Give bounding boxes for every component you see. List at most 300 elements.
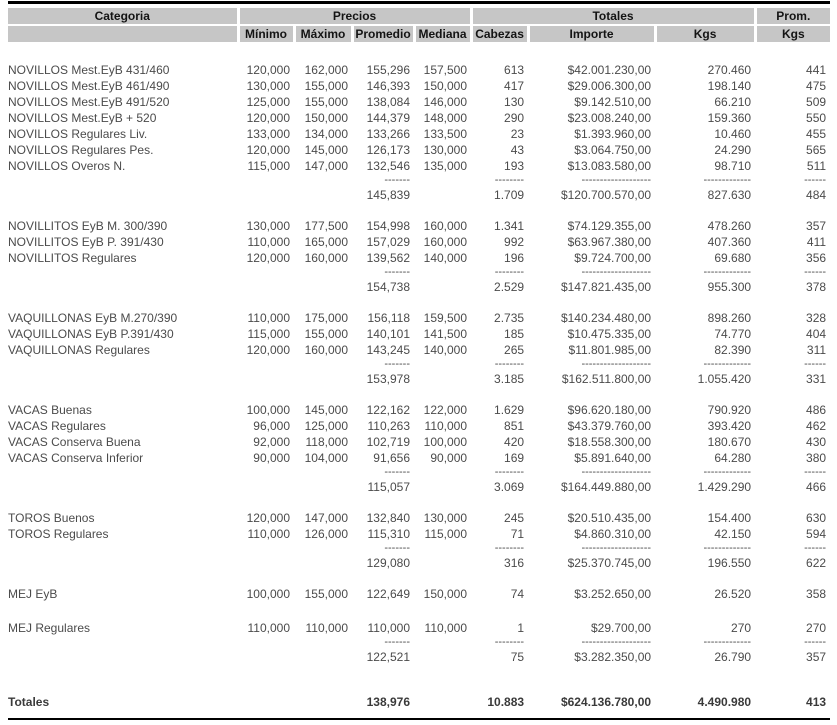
subtotal-promedio: 129,080 bbox=[366, 556, 410, 570]
cell-kgs: 82.390 bbox=[714, 343, 752, 357]
empty-cell bbox=[294, 542, 352, 555]
table-row bbox=[8, 158, 830, 174]
dash-prom_kgs: ------ bbox=[804, 636, 827, 648]
cell-minimo: 100,000 bbox=[246, 587, 290, 601]
cell-prom_kgs: 455 bbox=[806, 127, 827, 141]
empty-cell bbox=[414, 542, 471, 555]
gap-cell bbox=[8, 571, 830, 586]
cell-kgs: 66.210 bbox=[714, 95, 752, 109]
cell-prom_kgs: 357 bbox=[806, 219, 827, 233]
cell-promedio: 115,310 bbox=[367, 527, 410, 541]
empty-cell bbox=[238, 479, 294, 495]
cell-minimo: 130,000 bbox=[246, 219, 290, 233]
cell-promedio: 140,101 bbox=[366, 327, 410, 341]
cell-maximo: 160,000 bbox=[304, 343, 348, 357]
cell-mediana: 159,500 bbox=[423, 311, 468, 325]
empty-cell bbox=[414, 174, 471, 187]
empty-cell bbox=[414, 466, 471, 479]
cell-prom_kgs: 550 bbox=[806, 111, 827, 125]
cell-importe: $23.008.240,00 bbox=[567, 111, 652, 125]
cell-importe: $13.083.580,00 bbox=[567, 159, 652, 173]
empty-cell bbox=[8, 187, 238, 203]
cell-prom_kgs: 404 bbox=[806, 327, 827, 341]
cell-prom_kgs: 311 bbox=[806, 343, 827, 357]
cell-promedio: 143,245 bbox=[366, 343, 410, 357]
cell-promedio: 122,649 bbox=[366, 587, 410, 601]
subtotal-prom_kgs: 331 bbox=[806, 372, 827, 386]
cell-kgs: 10.460 bbox=[714, 127, 752, 141]
cell-mediana: 160,000 bbox=[423, 219, 468, 233]
cell-maximo: 145,000 bbox=[304, 403, 348, 417]
cell-promedio: 139,562 bbox=[366, 251, 410, 265]
cell-cabezas: 193 bbox=[504, 159, 525, 173]
empty-cell bbox=[414, 279, 471, 295]
cell-kgs: 154.400 bbox=[707, 511, 752, 525]
empty-cell bbox=[414, 187, 471, 203]
subtotal-promedio: 122,521 bbox=[366, 650, 410, 664]
dash-row bbox=[8, 542, 830, 555]
subtotal-kgs: 1.429.290 bbox=[697, 480, 752, 494]
cell-prom_kgs: 486 bbox=[806, 403, 827, 417]
cell-importe: $3.064.750,00 bbox=[574, 143, 652, 157]
empty-cell bbox=[294, 266, 352, 279]
table-row bbox=[8, 620, 830, 636]
cell-cabezas: 1.341 bbox=[494, 219, 525, 233]
cell-minimo: 115,000 bbox=[247, 327, 290, 341]
dash-importe: ------------------- bbox=[581, 636, 652, 648]
cell-mediana: 130,000 bbox=[423, 511, 468, 525]
subtotal-kgs: 827.630 bbox=[707, 188, 752, 202]
empty-cell bbox=[294, 358, 352, 371]
group-gap bbox=[8, 295, 830, 310]
empty-cell bbox=[238, 174, 294, 187]
cell-categoria: VACAS Conserva Buena bbox=[8, 435, 141, 449]
bottom-rule bbox=[8, 718, 830, 720]
cell-maximo: 125,000 bbox=[304, 419, 348, 433]
dash-kgs: ------------- bbox=[703, 466, 752, 478]
subtotal-prom_kgs: 357 bbox=[806, 650, 827, 664]
empty-cell bbox=[414, 358, 471, 371]
cell-prom_kgs: 270 bbox=[806, 621, 827, 635]
cell-promedio: 122,162 bbox=[366, 403, 410, 417]
header-minimo: Mínimo bbox=[238, 25, 294, 42]
cell-importe: $3.252.650,00 bbox=[574, 587, 652, 601]
empty-cell bbox=[238, 358, 294, 371]
cell-minimo: 110,000 bbox=[247, 311, 290, 325]
cell-maximo: 104,000 bbox=[304, 451, 348, 465]
cell-cabezas: 290 bbox=[504, 111, 525, 125]
empty-cell bbox=[238, 266, 294, 279]
header-group-totales: Totales bbox=[471, 8, 755, 25]
cell-minimo: 115,000 bbox=[247, 159, 290, 173]
table-row bbox=[8, 450, 830, 466]
header-mediana: Mediana bbox=[414, 25, 471, 42]
empty-cell bbox=[414, 649, 471, 665]
dash-kgs: ------------- bbox=[703, 636, 752, 648]
cell-cabezas: 1.629 bbox=[494, 403, 525, 417]
table-row bbox=[8, 250, 830, 266]
cell-maximo: 155,000 bbox=[304, 79, 348, 93]
dash-importe: ------------------- bbox=[581, 266, 652, 278]
cell-categoria: TOROS Regulares bbox=[8, 527, 109, 541]
cell-kgs: 180.670 bbox=[707, 435, 752, 449]
header-sub-row bbox=[8, 25, 830, 42]
cell-kgs: 69.680 bbox=[714, 251, 752, 265]
subtotal-row bbox=[8, 479, 830, 495]
dash-importe: ------------------- bbox=[581, 466, 652, 478]
cell-categoria: NOVILLITOS Regulares bbox=[8, 251, 137, 265]
empty-cell bbox=[294, 636, 352, 649]
table-row bbox=[8, 342, 830, 358]
cell-kgs: 42.150 bbox=[714, 527, 752, 541]
empty-cell bbox=[238, 555, 294, 571]
dash-cabezas: -------- bbox=[494, 266, 525, 278]
cell-importe: $74.129.355,00 bbox=[567, 219, 652, 233]
cell-minimo: 110,000 bbox=[247, 621, 290, 635]
cell-importe: $9.724.700,00 bbox=[574, 251, 652, 265]
cell-maximo: 147,000 bbox=[304, 511, 348, 525]
subtotal-promedio: 145,839 bbox=[366, 188, 410, 202]
cell-cabezas: 74 bbox=[510, 587, 525, 601]
cell-kgs: 26.520 bbox=[714, 587, 752, 601]
cell-kgs: 159.360 bbox=[707, 111, 752, 125]
table-row bbox=[8, 110, 830, 126]
cell-minimo: 96,000 bbox=[253, 419, 290, 433]
dash-row bbox=[8, 636, 830, 649]
dash-importe: ------------------- bbox=[581, 542, 652, 554]
table-row bbox=[8, 94, 830, 110]
cell-importe: $29.700,00 bbox=[590, 621, 652, 635]
cell-importe: $9.142.510,00 bbox=[574, 95, 652, 109]
subtotal-prom_kgs: 378 bbox=[806, 280, 827, 294]
table-header bbox=[8, 8, 830, 42]
cell-prom_kgs: 511 bbox=[806, 159, 827, 173]
cell-categoria: NOVILLOS Mest.EyB 431/460 bbox=[8, 63, 170, 77]
grand-total-row bbox=[8, 694, 830, 710]
cell-minimo: 120,000 bbox=[246, 251, 290, 265]
cell-prom_kgs: 509 bbox=[806, 95, 827, 109]
cell-mediana: 100,000 bbox=[423, 435, 468, 449]
subtotal-prom_kgs: 484 bbox=[806, 188, 827, 202]
cell-promedio: 138,084 bbox=[366, 95, 410, 109]
cell-cabezas: 417 bbox=[504, 79, 525, 93]
table-row bbox=[8, 62, 830, 78]
header-group-row bbox=[8, 8, 830, 25]
cell-mediana: 146,000 bbox=[423, 95, 468, 109]
cell-kgs: 898.260 bbox=[707, 311, 752, 325]
cell-categoria: VAQUILLONAS EyB M.270/390 bbox=[8, 311, 178, 325]
dash-promedio: ------- bbox=[384, 174, 410, 186]
subtotal-cabezas: 3.185 bbox=[494, 372, 525, 386]
empty-cell bbox=[238, 371, 294, 387]
cell-minimo: 92,000 bbox=[253, 435, 290, 449]
cell-cabezas: 169 bbox=[504, 451, 525, 465]
table-row bbox=[8, 78, 830, 94]
subtotal-importe: $120.700.570,00 bbox=[560, 188, 652, 202]
subtotal-promedio: 153,978 bbox=[366, 372, 410, 386]
subtotal-row bbox=[8, 187, 830, 203]
dash-cabezas: -------- bbox=[494, 542, 525, 554]
cell-minimo: 110,000 bbox=[247, 235, 290, 249]
group-gap bbox=[8, 571, 830, 586]
grand-total-promedio: 138,976 bbox=[366, 695, 410, 709]
empty-cell bbox=[414, 694, 471, 710]
cell-categoria: VACAS Conserva Inferior bbox=[8, 451, 144, 465]
cell-categoria: VAQUILLONAS Regulares bbox=[8, 343, 150, 357]
cell-minimo: 120,000 bbox=[246, 511, 290, 525]
empty-cell bbox=[8, 555, 238, 571]
cell-importe: $29.006.300,00 bbox=[567, 79, 652, 93]
cell-kgs: 64.280 bbox=[714, 451, 752, 465]
cell-importe: $42.001.230,00 bbox=[567, 63, 652, 77]
cell-minimo: 120,000 bbox=[246, 111, 290, 125]
table-row bbox=[8, 418, 830, 434]
cell-mediana: 115,000 bbox=[424, 527, 468, 541]
cell-mediana: 141,500 bbox=[423, 327, 468, 341]
header-categoria-empty bbox=[8, 25, 238, 42]
cell-cabezas: 851 bbox=[504, 419, 525, 433]
cell-kgs: 98.710 bbox=[714, 159, 752, 173]
cell-kgs: 407.360 bbox=[707, 235, 752, 249]
dash-promedio: ------- bbox=[384, 542, 410, 554]
dash-kgs: ------------- bbox=[703, 174, 752, 186]
subtotal-importe: $162.511.800,00 bbox=[561, 372, 652, 386]
dash-row bbox=[8, 358, 830, 371]
subtotal-importe: $25.370.745,00 bbox=[567, 556, 652, 570]
cell-mediana: 135,000 bbox=[423, 159, 468, 173]
cell-maximo: 165,000 bbox=[304, 235, 348, 249]
dash-cabezas: -------- bbox=[494, 174, 525, 186]
dash-promedio: ------- bbox=[384, 466, 410, 478]
dash-promedio: ------- bbox=[384, 266, 410, 278]
cell-importe: $140.234.480,00 bbox=[560, 311, 652, 325]
cell-cabezas: 196 bbox=[504, 251, 525, 265]
cell-importe: $20.510.435,00 bbox=[567, 511, 652, 525]
cell-prom_kgs: 358 bbox=[806, 587, 827, 601]
table-row bbox=[8, 402, 830, 418]
cell-minimo: 125,000 bbox=[246, 95, 290, 109]
dash-prom_kgs: ------ bbox=[804, 266, 827, 278]
cell-promedio: 155,296 bbox=[366, 63, 410, 77]
cell-promedio: 110,000 bbox=[367, 621, 410, 635]
cell-maximo: 177,500 bbox=[304, 219, 348, 233]
cell-categoria: VACAS Regulares bbox=[8, 419, 106, 433]
empty-cell bbox=[238, 542, 294, 555]
empty-cell bbox=[8, 266, 238, 279]
dash-cabezas: -------- bbox=[494, 358, 525, 370]
cell-cabezas: 613 bbox=[504, 63, 525, 77]
empty-cell bbox=[8, 636, 238, 649]
subtotal-row bbox=[8, 555, 830, 571]
cell-promedio: 132,840 bbox=[366, 511, 410, 525]
cell-prom_kgs: 475 bbox=[806, 79, 827, 93]
subtotal-row bbox=[8, 371, 830, 387]
grand-total-prom_kgs: 413 bbox=[806, 695, 827, 709]
cell-maximo: 175,000 bbox=[304, 311, 348, 325]
cell-categoria: NOVILLOS Regulares Liv. bbox=[8, 127, 148, 141]
cell-mediana: 150,000 bbox=[423, 587, 468, 601]
cell-promedio: 156,118 bbox=[367, 311, 410, 325]
dash-kgs: ------------- bbox=[703, 358, 752, 370]
header-categoria: Categoria bbox=[8, 8, 238, 25]
table-row bbox=[8, 586, 830, 602]
subtotal-importe: $147.821.435,00 bbox=[560, 280, 652, 294]
empty-cell bbox=[238, 694, 294, 710]
group-gap bbox=[8, 203, 830, 218]
cell-minimo: 120,000 bbox=[246, 143, 290, 157]
header-cabezas: Cabezas bbox=[471, 25, 528, 42]
cell-prom_kgs: 356 bbox=[806, 251, 827, 265]
cell-maximo: 150,000 bbox=[304, 111, 348, 125]
dash-prom_kgs: ------ bbox=[804, 542, 827, 554]
empty-cell bbox=[238, 649, 294, 665]
livestock-price-table bbox=[8, 8, 830, 710]
empty-cell bbox=[294, 279, 352, 295]
table-row bbox=[8, 142, 830, 158]
empty-cell bbox=[8, 174, 238, 187]
cell-maximo: 118,000 bbox=[305, 435, 348, 449]
empty-cell bbox=[294, 694, 352, 710]
cell-maximo: 126,000 bbox=[304, 527, 348, 541]
cell-promedio: 102,719 bbox=[366, 435, 410, 449]
table-top-gap bbox=[8, 42, 830, 62]
cell-cabezas: 992 bbox=[504, 235, 525, 249]
cell-cabezas: 23 bbox=[510, 127, 525, 141]
gap-cell bbox=[8, 665, 830, 680]
cell-promedio: 133,266 bbox=[366, 127, 410, 141]
cell-categoria: MEJ Regulares bbox=[8, 621, 91, 635]
cell-cabezas: 1 bbox=[517, 621, 525, 635]
subtotal-row bbox=[8, 279, 830, 295]
subtotal-kgs: 196.550 bbox=[707, 556, 752, 570]
grand-total-gap bbox=[8, 680, 830, 694]
empty-cell bbox=[294, 371, 352, 387]
empty-cell bbox=[8, 358, 238, 371]
table-row bbox=[8, 218, 830, 234]
cell-importe: $1.393.960,00 bbox=[574, 127, 652, 141]
empty-cell bbox=[238, 466, 294, 479]
cell-mediana: 133,500 bbox=[423, 127, 468, 141]
dash-prom_kgs: ------ bbox=[804, 466, 827, 478]
cell-mediana: 150,000 bbox=[423, 79, 468, 93]
empty-cell bbox=[414, 371, 471, 387]
cell-kgs: 478.260 bbox=[707, 219, 752, 233]
cell-maximo: 110,000 bbox=[305, 621, 348, 635]
empty-cell bbox=[8, 649, 238, 665]
empty-cell bbox=[238, 636, 294, 649]
cell-cabezas: 185 bbox=[504, 327, 525, 341]
subtotal-cabezas: 75 bbox=[510, 650, 525, 664]
cell-promedio: 144,379 bbox=[366, 111, 410, 125]
cell-cabezas: 130 bbox=[504, 95, 525, 109]
empty-cell bbox=[8, 371, 238, 387]
grand-total-importe: $624.136.780,00 bbox=[560, 695, 652, 709]
dash-row bbox=[8, 266, 830, 279]
cell-kgs: 270 bbox=[731, 621, 752, 635]
table-row bbox=[8, 526, 830, 542]
empty-cell bbox=[8, 466, 238, 479]
empty-cell bbox=[294, 649, 352, 665]
cell-prom_kgs: 462 bbox=[806, 419, 827, 433]
gap-cell bbox=[8, 42, 830, 62]
cell-minimo: 120,000 bbox=[246, 343, 290, 357]
cell-minimo: 110,000 bbox=[247, 527, 290, 541]
cell-mediana: 90,000 bbox=[430, 451, 468, 465]
dash-cabezas: -------- bbox=[494, 466, 525, 478]
cell-promedio: 132,546 bbox=[366, 159, 410, 173]
gap-cell bbox=[8, 680, 830, 694]
cell-promedio: 154,998 bbox=[366, 219, 410, 233]
cell-importe: $63.967.380,00 bbox=[567, 235, 652, 249]
cell-categoria: VAQUILLONAS EyB P.391/430 bbox=[8, 327, 174, 341]
subtotal-importe: $3.282.350,00 bbox=[574, 650, 652, 664]
empty-cell bbox=[294, 466, 352, 479]
subtotal-kgs: 1.055.420 bbox=[697, 372, 752, 386]
cell-kgs: 393.420 bbox=[707, 419, 752, 433]
header-prom-kgs: Kgs bbox=[755, 25, 830, 42]
header-maximo: Máximo bbox=[294, 25, 352, 42]
cell-mediana: 110,000 bbox=[424, 419, 468, 433]
cell-maximo: 160,000 bbox=[304, 251, 348, 265]
empty-cell bbox=[238, 279, 294, 295]
table-row bbox=[8, 310, 830, 326]
cell-mediana: 140,000 bbox=[423, 251, 468, 265]
empty-cell bbox=[294, 479, 352, 495]
dash-row bbox=[8, 174, 830, 187]
empty-cell bbox=[8, 279, 238, 295]
cell-kgs: 270.460 bbox=[707, 63, 752, 77]
cell-prom_kgs: 411 bbox=[806, 235, 827, 249]
empty-cell bbox=[294, 555, 352, 571]
cell-prom_kgs: 594 bbox=[806, 527, 827, 541]
subtotal-prom_kgs: 466 bbox=[806, 480, 827, 494]
group-gap bbox=[8, 387, 830, 402]
cell-importe: $43.379.760,00 bbox=[567, 419, 652, 433]
cell-promedio: 146,393 bbox=[366, 79, 410, 93]
cell-categoria: TOROS Buenos bbox=[8, 511, 95, 525]
gap-cell bbox=[8, 602, 830, 620]
cell-cabezas: 71 bbox=[510, 527, 525, 541]
subtotal-kgs: 955.300 bbox=[707, 280, 752, 294]
cell-kgs: 790.920 bbox=[707, 403, 752, 417]
gap-cell bbox=[8, 387, 830, 402]
header-importe: Importe bbox=[528, 25, 655, 42]
subtotal-promedio: 115,057 bbox=[367, 480, 410, 494]
cell-maximo: 162,000 bbox=[304, 63, 348, 77]
cell-mediana: 160,000 bbox=[423, 235, 468, 249]
table-body bbox=[8, 42, 830, 710]
table-row bbox=[8, 510, 830, 526]
dash-row bbox=[8, 466, 830, 479]
empty-cell bbox=[8, 479, 238, 495]
empty-cell bbox=[294, 174, 352, 187]
empty-cell bbox=[414, 636, 471, 649]
cell-mediana: 157,500 bbox=[423, 63, 468, 77]
grand-total-cabezas: 10.883 bbox=[487, 695, 525, 709]
header-kgs: Kgs bbox=[655, 25, 755, 42]
cell-promedio: 110,263 bbox=[367, 419, 410, 433]
gap-cell bbox=[8, 495, 830, 510]
empty-cell bbox=[414, 555, 471, 571]
cell-categoria: NOVILLITOS EyB M. 300/390 bbox=[8, 219, 168, 233]
cell-categoria: VACAS Buenas bbox=[8, 403, 92, 417]
cell-kgs: 24.290 bbox=[714, 143, 752, 157]
cell-minimo: 90,000 bbox=[253, 451, 290, 465]
cell-mediana: 140,000 bbox=[423, 343, 468, 357]
table-row bbox=[8, 434, 830, 450]
dash-importe: ------------------- bbox=[581, 358, 652, 370]
cell-maximo: 155,000 bbox=[304, 95, 348, 109]
